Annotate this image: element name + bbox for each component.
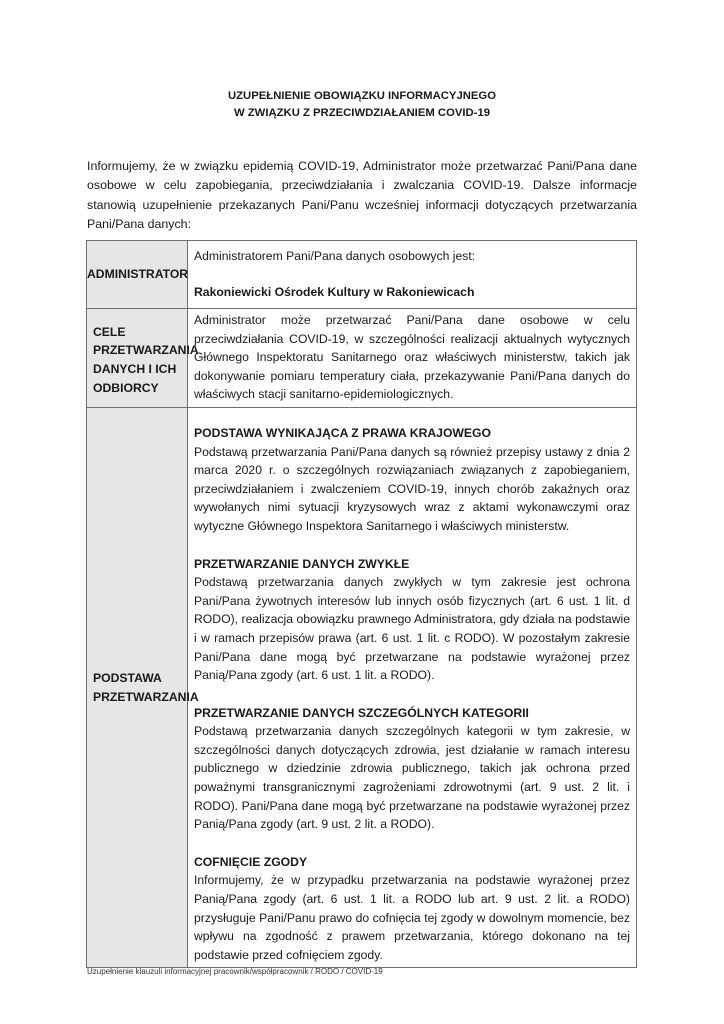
section-text: Podstawą przetwarzania danych zwykłych w tym zakresie jest ochrona Pani/Pana żywotnych interesów lub innych osób fizycznych (art. 6 ust. 1 lit. d RODO), realizacja obowiązku prawnego Administratora, gdy działa na podstawie i w ramach przepisów prawa (art. 6 ust. 1 lit. c RODO). W pozostałym zakresie Pani/Pana dane mogą być przetwarzane na podstawie wyrażonej przez Panią/Pana zgody (art. 6 ust. 1 lit. a RODO). [194, 575, 630, 683]
section-heading: COFNIĘCIE ZGODY [194, 854, 308, 869]
intro-paragraph: Informujemy, że w związku epidemią COVID-19, Administrator może przetwarzać Pani/Pana dane osobowe w celu zapobiegania, przeciwdziałania i zwalczania COVID-19. Dalsze informacje stanowią uzupełnienie przekazanych Pani/Panu wcześniej informacji dotyczących przetwarzania Pani/Pana danych: [87, 159, 637, 232]
section-text: Informujemy, że w przypadku przetwarzania na podstawie wyrażonej przez Panią/Pana zgody (art. 6 ust. 1 lit. a RODO lub art. 9 ust. 2 lit. a RODO) przysługuje Pani/Panu prawo do cofnięcia tej zgody w dowolnym momencie, bez wpływu na zgodność z prawem przetwarzania, którego dokonano na tej podstawie przed cofnięciem zgody. [194, 873, 630, 962]
page-footer: Uzupełnienie klauzuli informacyjnej pracownik/współpracownik / RODO / COVID-19 [87, 967, 383, 976]
section-text: Podstawą przetwarzania danych szczególnych kategorii w tym zakresie, w szczególności danych dotyczących zdrowia, jest działanie w ramach interesu publicznego w dziedzinie zdrowia publicznego, takich jak ochrona przed poważnymi transgranicznymi zagrożeniami zdrowotnymi (art. 9 ust. 2 lit. i RODO). Pani/Pana dane mogą być przetwarzane na podstawie wyrażonej przez Panią/Pana zgody (art. 9 ust. 2 lit. a RODO). [194, 724, 630, 832]
section-consent-withdrawal [194, 853, 630, 965]
administrator-content [188, 241, 637, 309]
title-line-2: W ZWIĄZKU Z PRZECIWDZIAŁANIEM COVID-19 [233, 107, 491, 119]
document-title [0, 88, 724, 122]
section-heading: PRZETWARZANIE DANYCH ZWYKŁE [194, 556, 410, 571]
section-ordinary-data [194, 555, 630, 685]
section-heading: PODSTAWA WYNIKAJĄCA Z PRAWA KRAJOWEGO [194, 425, 492, 440]
purposes-label: CELE PRZETWARZANIA DANYCH I ICH ODBIORCY [87, 309, 188, 408]
table-row-legal-basis [87, 407, 637, 967]
administrator-label: ADMINISTRATOR [87, 241, 188, 309]
section-special-categories [194, 704, 630, 834]
table-row-purposes [87, 309, 637, 408]
purposes-content: Administrator może przetwarzać Pani/Pana dane osobowe w celu przeciwdziałania COVID-19, w szczególności realizacji aktualnych wytycznych Głównego Inspektoratu Sanitarnego oraz właściwych ministerstw, takich jak dokonywanie pomiaru temperatury ciała, przekazywanie Pani/Pana danych do właściwych stacji sanitarno-epidemiologicznych. [188, 309, 637, 408]
table-row-administrator [87, 241, 637, 309]
section-national-law [194, 424, 630, 536]
section-text: Podstawą przetwarzania Pani/Pana danych są również przepisy ustawy z dnia 2 marca 2020 r. o szczególnych rozwiązaniach związanych z zapobieganiem, przeciwdziałaniem i zwalczeniem COVID-19, innych chorób zakaźnych oraz wywołanych nimi sytuacji kryzysowych wraz z aktami wykonawczymi oraz wytyczne Głównego Inspektora Sanitarnego i właściwych ministerstw. [194, 444, 630, 533]
section-heading: PRZETWARZANIE DANYCH SZCZEGÓLNYCH KATEGORII [194, 705, 529, 720]
title-line-1: UZUPEŁNIENIE OBOWIĄZKU INFORMACYJNEGO [228, 90, 496, 102]
information-table [86, 240, 637, 968]
legal-basis-content [188, 407, 637, 967]
legal-basis-label: PODSTAWA PRZETWARZANIA [87, 407, 188, 967]
administrator-intro: Administratorem Pani/Pana danych osobowych jest: [194, 248, 476, 263]
administrator-name: Rakoniewicki Ośrodek Kultury w Rakoniewicach [194, 284, 475, 299]
